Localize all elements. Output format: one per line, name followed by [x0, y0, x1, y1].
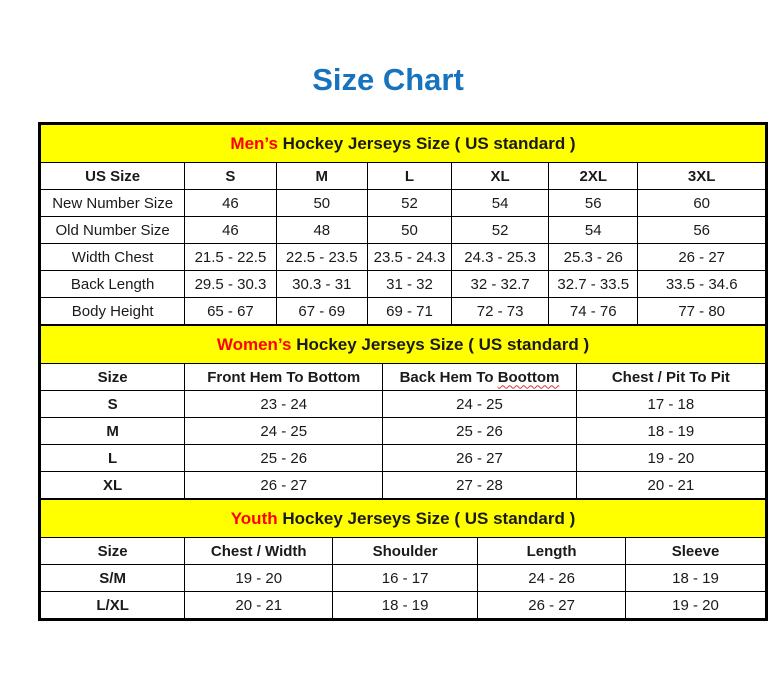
column-header: Chest / Pit To Pit	[576, 364, 765, 391]
table-row	[41, 298, 766, 325]
table-cell: 27 - 28	[383, 472, 577, 499]
table-cell: 29.5 - 30.3	[185, 271, 276, 298]
column-header: S	[185, 163, 276, 190]
table-cell: 32 - 32.7	[452, 271, 549, 298]
table-row	[41, 565, 766, 592]
table-cell: 46	[185, 190, 276, 217]
table-cell: 25 - 26	[185, 445, 383, 472]
table-cell: 72 - 73	[452, 298, 549, 325]
table-cell: 67 - 69	[276, 298, 367, 325]
men-header-row	[41, 163, 766, 190]
table-row	[41, 271, 766, 298]
section-title-highlight: Youth	[230, 508, 278, 528]
table-cell: 26 - 27	[185, 472, 383, 499]
table-cell: 30.3 - 31	[276, 271, 367, 298]
youth-section-band-row	[41, 500, 766, 538]
column-header: Back Hem To Boottom	[383, 364, 577, 391]
table-cell: 24 - 25	[383, 391, 577, 418]
table-row	[41, 244, 766, 271]
women-section-header	[41, 326, 766, 364]
table-cell: 19 - 20	[576, 445, 765, 472]
table-cell: 18 - 19	[576, 418, 765, 445]
table-cell: 48	[276, 217, 367, 244]
column-header: L	[367, 163, 451, 190]
table-cell: 17 - 18	[576, 391, 765, 418]
table-cell: 54	[452, 190, 549, 217]
table-cell: 22.5 - 23.5	[276, 244, 367, 271]
table-cell: 65 - 67	[185, 298, 276, 325]
row-label: L/XL	[41, 592, 185, 619]
table-cell: 23 - 24	[185, 391, 383, 418]
section-title-highlight: Women’s	[216, 334, 292, 354]
table-row	[41, 445, 766, 472]
table-row	[41, 217, 766, 244]
table-cell: 60	[638, 190, 766, 217]
women-size-table	[40, 325, 766, 499]
column-header: US Size	[41, 163, 185, 190]
table-cell: 26 - 27	[638, 244, 766, 271]
size-chart-tables	[38, 122, 768, 621]
column-header: Chest / Width	[185, 538, 333, 565]
table-cell: 21.5 - 22.5	[185, 244, 276, 271]
section-title-rest: Hockey Jerseys Size ( US standard )	[291, 334, 590, 354]
table-cell: 26 - 27	[383, 445, 577, 472]
men-section-band-row	[41, 125, 766, 163]
youth-header-row	[41, 538, 766, 565]
table-cell: 32.7 - 33.5	[549, 271, 638, 298]
column-header: Size	[41, 364, 185, 391]
table-cell: 24 - 25	[185, 418, 383, 445]
youth-section-header	[41, 500, 766, 538]
row-label: New Number Size	[41, 190, 185, 217]
table-cell: 50	[367, 217, 451, 244]
table-cell: 31 - 32	[367, 271, 451, 298]
row-label: L	[41, 445, 185, 472]
column-header: Size	[41, 538, 185, 565]
men-section-header	[41, 125, 766, 163]
table-cell: 77 - 80	[638, 298, 766, 325]
table-cell: 25.3 - 26	[549, 244, 638, 271]
row-label: XL	[41, 472, 185, 499]
column-header: Sleeve	[626, 538, 766, 565]
column-header: Length	[478, 538, 626, 565]
youth-size-table	[40, 499, 766, 619]
section-title-rest: Hockey Jerseys Size ( US standard )	[277, 133, 576, 153]
table-cell: 56	[638, 217, 766, 244]
table-cell: 19 - 20	[626, 592, 766, 619]
column-header: XL	[452, 163, 549, 190]
table-row	[41, 472, 766, 499]
row-label: Back Length	[41, 271, 185, 298]
women-section-band-row	[41, 326, 766, 364]
column-header: M	[276, 163, 367, 190]
table-cell: 16 - 17	[333, 565, 478, 592]
column-header: 2XL	[549, 163, 638, 190]
table-cell: 18 - 19	[626, 565, 766, 592]
section-title-highlight: Men’s	[230, 133, 278, 153]
row-label: Old Number Size	[41, 217, 185, 244]
table-cell: 56	[549, 190, 638, 217]
table-cell: 20 - 21	[576, 472, 765, 499]
section-title-rest: Hockey Jerseys Size ( US standard )	[277, 508, 576, 528]
table-row	[41, 391, 766, 418]
table-cell: 26 - 27	[478, 592, 626, 619]
table-cell: 23.5 - 24.3	[367, 244, 451, 271]
table-cell: 19 - 20	[185, 565, 333, 592]
table-cell: 33.5 - 34.6	[638, 271, 766, 298]
table-cell: 52	[452, 217, 549, 244]
table-row	[41, 190, 766, 217]
men-size-table	[40, 124, 766, 325]
page-title: Size Chart	[312, 62, 464, 97]
column-header: Front Hem To Bottom	[185, 364, 383, 391]
table-cell: 46	[185, 217, 276, 244]
table-cell: 18 - 19	[333, 592, 478, 619]
table-cell: 69 - 71	[367, 298, 451, 325]
table-cell: 24 - 26	[478, 565, 626, 592]
table-row	[41, 418, 766, 445]
table-row	[41, 592, 766, 619]
table-cell: 52	[367, 190, 451, 217]
women-header-row	[41, 364, 766, 391]
row-label: M	[41, 418, 185, 445]
table-cell: 25 - 26	[383, 418, 577, 445]
table-cell: 20 - 21	[185, 592, 333, 619]
column-header: Shoulder	[333, 538, 478, 565]
misspelled-word: Boottom	[497, 368, 560, 386]
table-cell: 50	[276, 190, 367, 217]
table-cell: 24.3 - 25.3	[452, 244, 549, 271]
row-label: S/M	[41, 565, 185, 592]
table-cell: 54	[549, 217, 638, 244]
row-label: S	[41, 391, 185, 418]
row-label: Body Height	[41, 298, 185, 325]
row-label: Width Chest	[41, 244, 185, 271]
table-cell: 74 - 76	[549, 298, 638, 325]
column-header: 3XL	[638, 163, 766, 190]
